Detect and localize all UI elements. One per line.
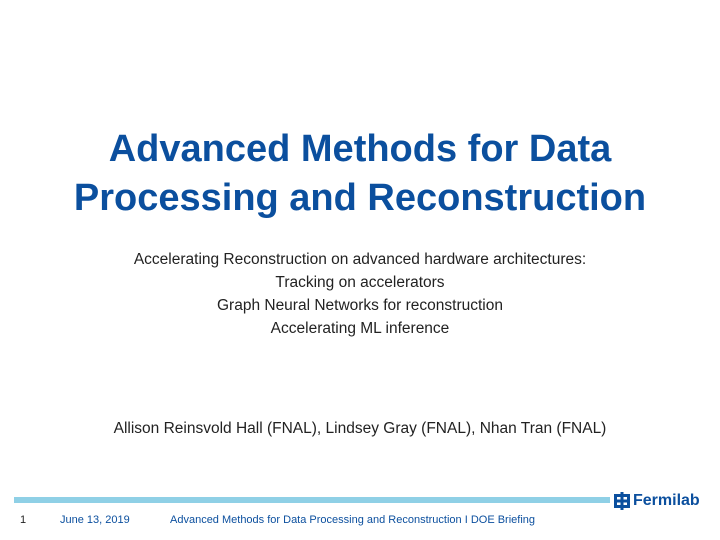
page-number: 1 [20, 514, 27, 526]
footer-divider-bar [14, 497, 610, 503]
slide-title [20, 125, 700, 223]
footer-title: Advanced Methods for Data Processing and Reconstruction I DOE Briefing [170, 514, 536, 526]
subtitle-line-4: Accelerating ML inference [270, 320, 450, 337]
subtitle-line-2: Tracking on accelerators [275, 274, 445, 291]
subtitle-line-1: Accelerating Reconstruction on advanced hardware architectures: [133, 251, 587, 268]
slide-subtitle [40, 248, 680, 340]
title-line-2: Processing and Reconstruction [73, 177, 647, 220]
logo-text: Fermilab [633, 492, 700, 509]
author-list: Allison Reinsvold Hall (FNAL), Lindsey Gray (FNAL), Nhan Tran (FNAL) [113, 420, 607, 437]
subtitle-line-3: Graph Neural Networks for reconstruction [216, 297, 503, 314]
fermilab-logo-icon [614, 492, 630, 510]
title-line-1: Advanced Methods for Data [108, 128, 612, 171]
footer-date: June 13, 2019 [60, 514, 130, 526]
fermilab-logo [614, 490, 700, 512]
